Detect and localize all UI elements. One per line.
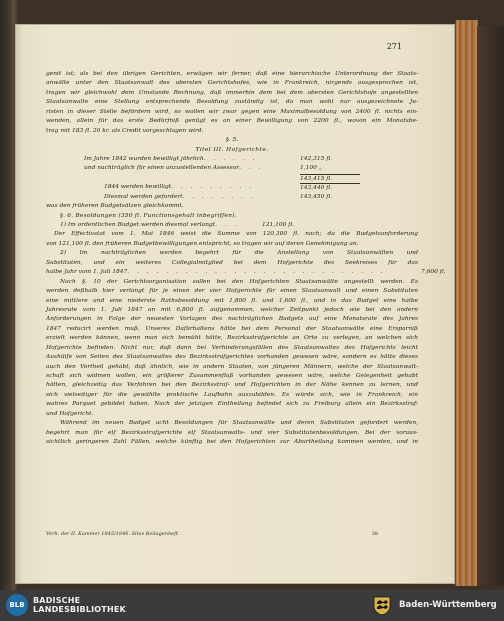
text-line: risten in dieser Stelle befördern wird, so wollen wir zwar gegen eine Maximalbesoldung von 2400 fl. nichts ein- [46,108,418,115]
item-amount: 7,600 fl. [421,269,446,276]
entry-label: Im Jahre 1842 wurden bewilligt jährlich [84,155,204,162]
footer-source: Verh. der II. Kammer 1845/1846. Sites Beilagenheft. [46,531,180,537]
text-line: anwälte unter den Staatsanwalt des obersten Gerichtshofes, wie in Frankreich, nirgends ausgesprochen ist, [46,80,418,87]
budget-item [46,268,446,277]
text-line: begehrt man für elf Bezirksstrafgerichte elf Staatsanwalts- und vier Substitutenbesoldungen. Bei der voraus- [46,429,418,436]
budget-item [46,221,418,230]
text-line: wenden, allein für das erste Bedürfniß genügt es an einer Bewilligung von 2200 fl., wovon ein Monatsbe- [46,118,418,125]
item-amount: 121,100 fl. [262,222,295,228]
text-line: auch den Vortheil gehabt, daß ähnlich, wie in andern Staaten, von jüngeren Männern, welche der Staatsanwalt- [46,363,418,370]
budget-entry-sum [46,174,418,183]
text-line: Jahresrate vom 1. Juli 1847 an mit 6,800 fl. aufgenommen, welcher Zeitpunkt jedoch wie bei den andern [46,306,418,313]
entry-label: und nachträglich für einen anzustellenden Assessor [84,165,240,172]
section-heading: §. 5. [225,137,239,144]
entry-label: 1844 werden bewilligt [104,184,172,191]
entry-dots: . . . . . . . . . [171,184,254,191]
entry-amount: 1,100 „ [300,165,322,172]
book-edge [455,20,478,586]
text-line: Aushülfe von Seiten des Staatsanwaltes des Bezirksstrafgerichtes vorhanden gewesen wäre, sondern es hätte dieses [46,354,418,361]
footer-signature-mark: 38 [371,531,378,537]
text-line: was den früheren Budgetsätzen gleichkommt. [46,203,184,210]
entry-dots [84,174,300,183]
book-edge-shadow [477,26,504,586]
title-heading: Titel III. Hofgerichte. [195,146,269,153]
library-name-line1: BADISCHE [33,596,81,605]
item-label: 1) Im ordentlichen Budget werden diesmal verlangt [60,222,216,228]
text-line: und Hofgericht. [46,410,94,417]
entry-dots: . . . [239,165,264,172]
text-line: Anforderungen in Folge der neuesten Vorlagen des nachträglichen Budgets auf eine Monatsrate des Jahres [46,316,418,323]
text-line: 1847 reducirt werden muß. Unseres Dafürhaltens hätte bei dem Personal der Staatsanwälte eine Ersparniß [46,325,418,332]
item-label: halbe Jahr vom 1. Juli 1847 [46,269,128,276]
text-line: Substituten, und ein weiteres Collegialmitglied bei dem Hofgerichte des Seekreises für das [46,259,418,266]
text-line: tragen wir gleichwohl dem Umstande Rechnung, daß immerhin dem bei dem obersten Gerichtshofe angestellten [46,89,418,96]
subsection-heading: §. 6. Besoldungen (350 fl. Functionsgehalt inbegriffen). [60,212,237,219]
entry-label: Diesmal werden gefordert [104,193,183,200]
library-name-line2: LANDESBIBLIOTHEK [33,605,126,614]
text-line: Hofgerichte befinden. Nicht nur, daß dann bei Verhinderungsfällen des Staatsanwaltes des Hofgerichts leicht [46,344,418,351]
text-line: Nach §. 10 der Gerichtsorganisation sollen bei den Hofgerichten Staatsanwälte angestellt werden. Es [60,278,418,285]
entry-amount: 143,450 fl. [300,193,333,200]
text-line: von 121,100 fl. den früheren Budgetbewilligungen entspricht, so tragen wir auf deren Genehmigung an. [46,240,359,247]
text-line: eine mittlere und eine niederste Rathsbesoldung mit 1,800 fl. und 1,600 fl., und in das Budget eine halbe [46,297,418,304]
viewer-bottom-bar [0,590,504,621]
budget-entry [46,193,418,202]
text-line: schaft sich widmen wollen, ein größerer Zusammenfluß vorhanden gewesen wäre, welche Gelegenheit gehabt [46,373,418,379]
entry-dots: . . . . . . [203,155,258,162]
text-line: Staatsanwalte eine Stellung entsprechende Besoldung zuständig ist, da man wohl nur ausgezeichnete Ju- [46,99,418,106]
entry-amount: 143,440 fl. [300,183,360,192]
text-line: 2) Im nachträglichen werden begehrt für die Anstellung von Staatsanwälten und [60,250,418,257]
page-footer [46,531,418,537]
text-line: trag mit 183 fl. 20 kr. als Credit vorgeschlagen wird. [46,127,204,134]
budget-entry [46,164,418,173]
entry-amount: 143,415 fl. [300,174,360,183]
text-line: sich vielseitiger für die gewählte praktische Laufbahn auszubilden. Es würde sich, wie in Frankreich, ein [46,391,418,398]
state-crest-icon [372,595,392,616]
text-line: genit ist; als bei den übrigen Gerichten, erwägen wir ferner, daß eine hierarchische Unterordnung der Staats- [46,71,418,77]
budget-entry [46,155,418,164]
page-number: 271 [386,42,402,51]
text-line: hätten, gleichzeitig das Verfahren bei den Bezirksstraf- und Hofgerichten in der Nähe kennen zu lernen, und [46,382,418,389]
text-line: sichtlich geringeren Zahl Fällen, welche künftig bei den Hofgerichten zur Aburtheilung kommen werden, und in [46,439,418,446]
library-name[interactable] [33,596,126,614]
text-line: Der Effectivstat vom 1. Mai 1846 weist die Summe von 120,300 fl. nach; da die Budgetsanforderung [54,231,418,238]
page-text [46,70,446,448]
text-line: erzielt werden können, wenn man sich bemüht hätte, Bezirksstrafgerichte an Orte zu verlegen, an welchen sich [46,335,418,342]
budget-entry [46,183,418,192]
text-line: Während im neuen Budget acht Besoldungen für Staatsanwälte und deren Substituten gefordert werden, [60,420,418,427]
item-dots: . . . . . . . . . . . . . . . . . . . . . . . . . . . [127,269,386,276]
entry-dots: . . . . . . . . [182,193,256,200]
item-dots: . . . [215,222,240,228]
blb-logo-icon[interactable]: BLB [6,594,28,616]
text-line: werden deßhalb hier verlangt für je einen der vier Hofgerichte für einen Staatsanwalt und einen Substituten [46,288,418,295]
state-name[interactable]: Baden-Württemberg [399,600,497,610]
entry-amount: 142,315 fl. [300,155,333,162]
text-line: wahres Parquet gebildet haben. Nach der jetzigen Eintheilung befindet sich zu Freiburg allein ein Bezirksstraf- [46,401,418,408]
